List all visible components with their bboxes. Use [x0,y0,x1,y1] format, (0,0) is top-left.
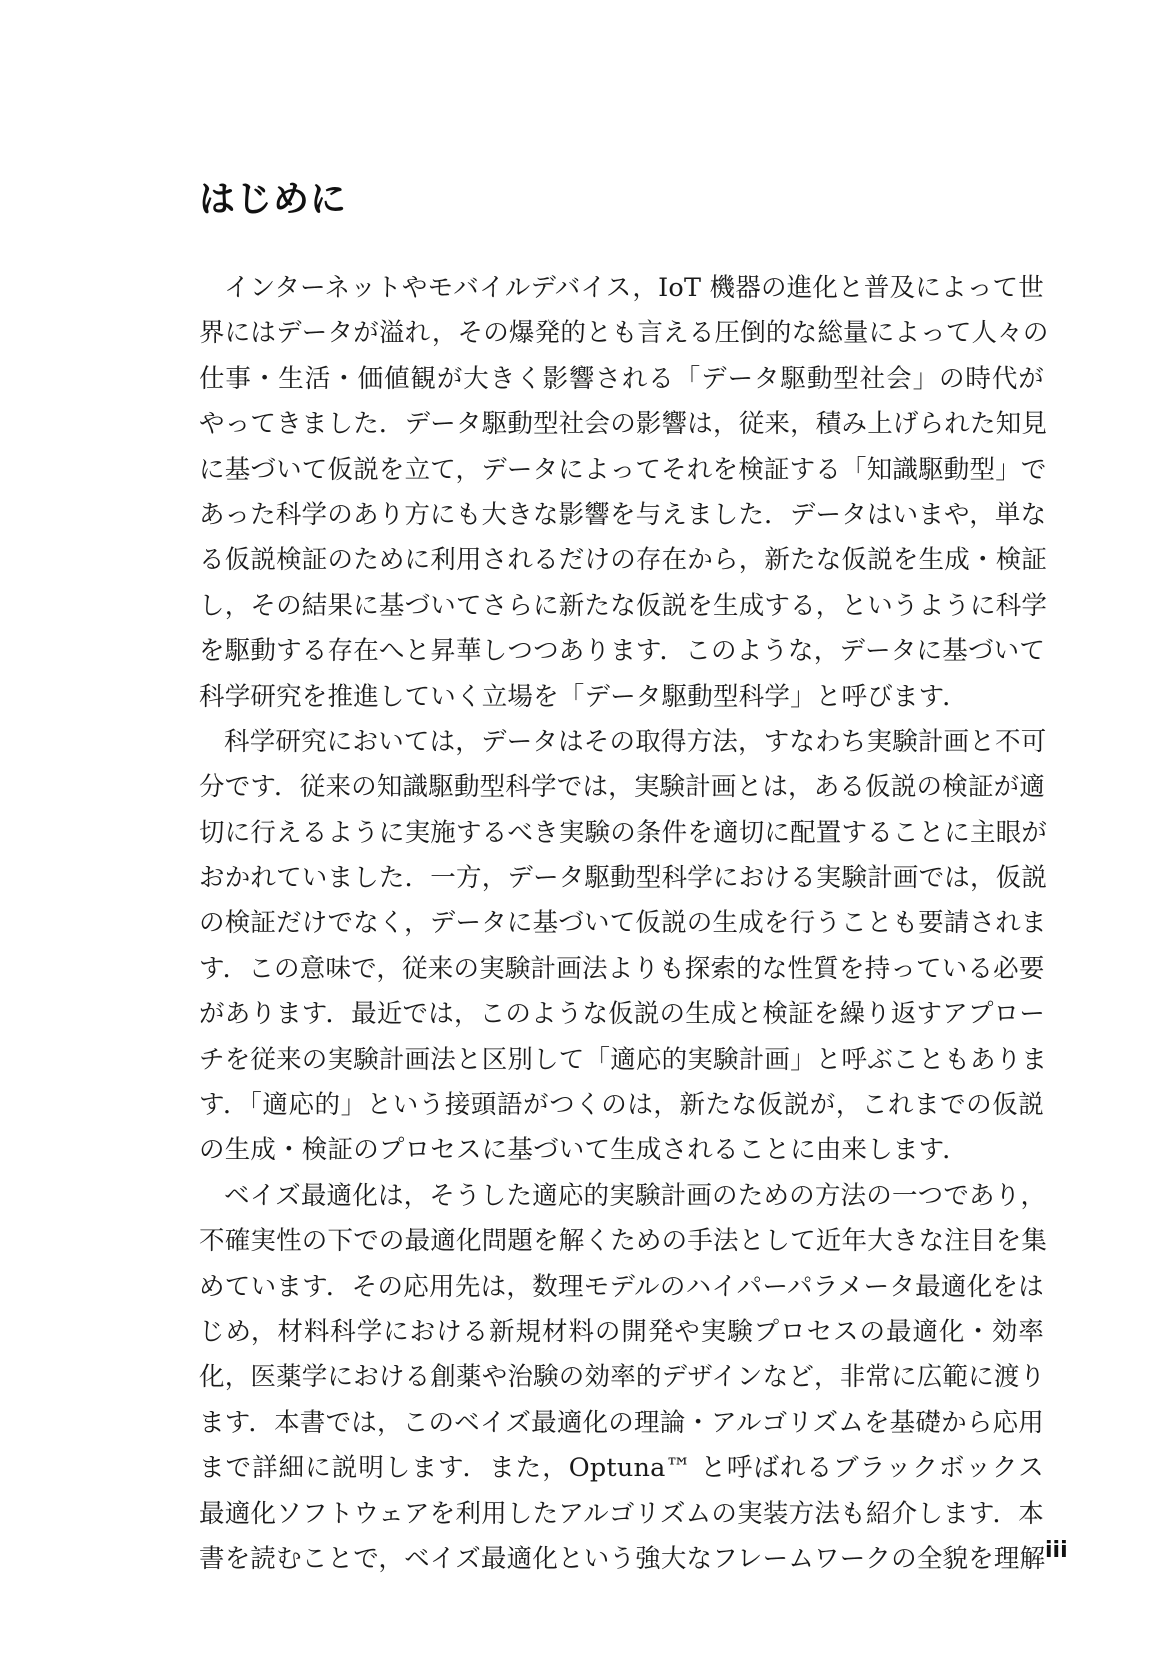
text-line: やってきました．データ駆動型社会の影響は，従来，積み上げられた知見 [199,409,1048,440]
text-line: 最適化ソフトウェアを利用したアルゴリズムの実装方法も紹介します．本 [199,1498,1044,1529]
text-line: 書を読むことで，ベイズ最適化という強大なフレームワークの全貌を理解 [199,1543,1046,1574]
text-line: チを従来の実験計画法と区別して「適応的実験計画」と呼ぶこともありま [199,1044,1048,1075]
text-line: 不確実性の下での最適化問題を解くための手法として近年大きな注目を集 [199,1226,1048,1257]
text-line: す．「適応的」という接頭語がつくのは，新たな仮説が，これまでの仮説 [199,1090,1044,1121]
text-line: 科学研究を推進していく立場を「データ駆動型科学」と呼びます． [199,681,968,712]
text-line: し，その結果に基づいてさらに新たな仮説を生成する，というように科学 [199,590,1048,621]
text-line: る仮説検証のために利用されるだけの存在から，新たな仮説を生成・検証 [199,545,1048,576]
text-line: めています．その応用先は，数理モデルのハイパーパラメータ最適化をは [199,1271,1044,1302]
section-heading: はじめに [199,179,348,220]
text-line: おかれていました．一方，データ駆動型科学における実験計画では，仮説 [199,863,1048,894]
text-line: 仕事・生活・価値観が大きく影響される「データ駆動型社会」の時代が [199,363,1044,394]
text-line: インターネットやモバイルデバイス，IoT 機器の進化と普及によって世 [224,273,1044,303]
text-line: があります．最近では，このような仮説の生成と検証を繰り返すアプロー [199,999,1046,1030]
text-line: まで詳細に説明します．また，Optuna™ と呼ばれるブラックボックス [199,1453,1044,1484]
text-line: 分です．従来の知識駆動型科学では，実験計画とは，ある仮説の検証が適 [199,772,1046,803]
text-line: ベイズ最適化は，そうした適応的実験計画のための方法の一つであり， [224,1180,1047,1211]
text-line: 界にはデータが溢れ，その爆発的とも言える圧倒的な総量によって人々の [199,318,1049,349]
text-line: あった科学のあり方にも大きな影響を与えました．データはいまや，単な [199,499,1047,530]
text-line: 化，医薬学における創薬や治験の効率的デザインなど，非常に広範に渡り [199,1362,1046,1393]
text-line: の検証だけでなく，データに基づいて仮説の生成を行うことも要請されま [199,908,1047,939]
body-text [199,268,1049,1584]
text-line: す．この意味で，従来の実験計画法よりも探索的な性質を持っている必要 [199,953,1045,984]
text-line: 切に行えるように実施するべき実験の条件を適切に配置することに主眼が [199,817,1048,848]
text-line: じめ，材料科学における新規材料の開発や実験プロセスの最適化・効率 [199,1316,1044,1347]
text-line: の生成・検証のプロセスに基づいて生成されることに由来します． [199,1135,968,1166]
text-line: ます．本書では，このベイズ最適化の理論・アルゴリズムを基礎から応用 [199,1407,1044,1438]
text-line: 科学研究においては，データはその取得方法，すなわち実験計画と不可 [224,726,1047,757]
text-line: を駆動する存在へと昇華しつつあります．このような，データに基づいて [199,636,1046,667]
text-line: に基づいて仮説を立て，データによってそれを検証する「知識駆動型」で [199,454,1047,485]
page-number: iii [1045,1538,1068,1563]
